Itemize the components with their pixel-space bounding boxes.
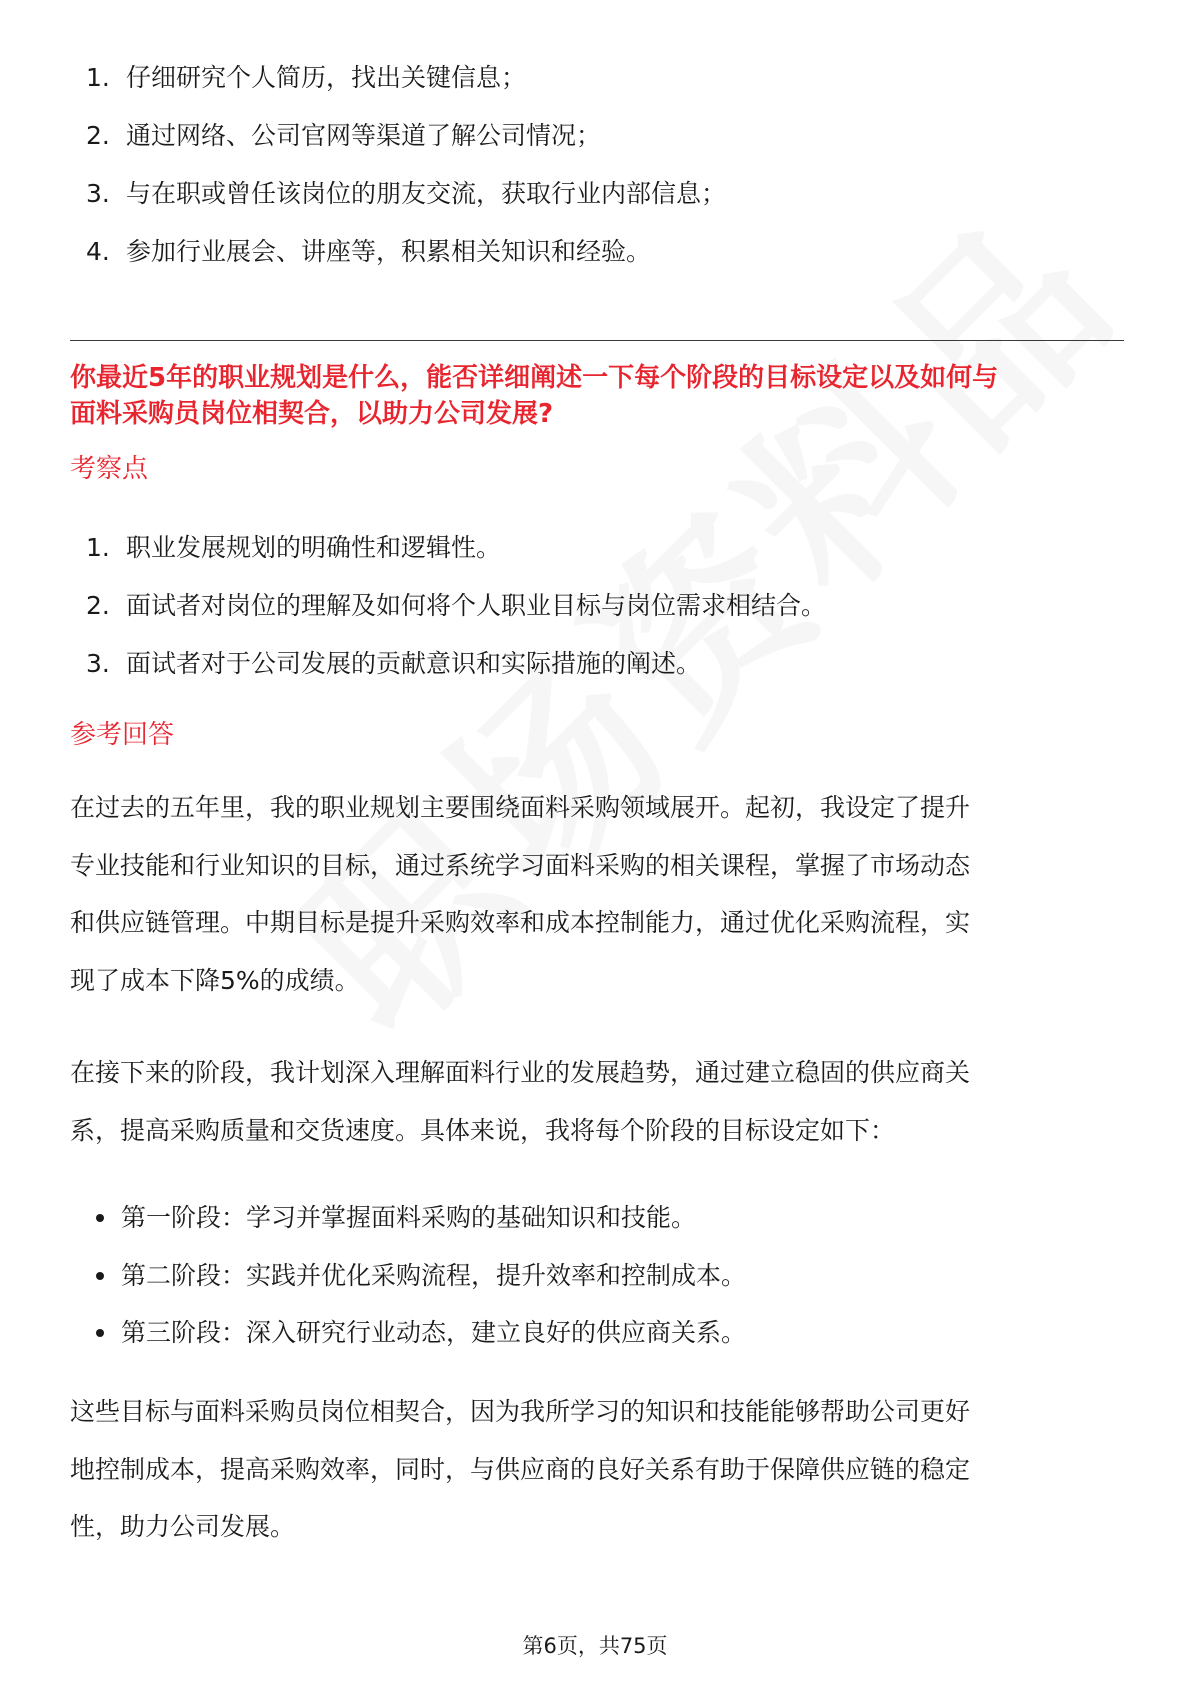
list-number: 2. — [86, 591, 110, 620]
paragraph-line: 专业技能和行业知识的目标，通过系统学习面料采购的相关课程，掌握了市场动态 — [70, 850, 971, 880]
list-number: 4. — [86, 237, 110, 266]
paragraph-line: 和供应链管理。中期目标是提升采购效率和成本控制能力，通过优化采购流程，实 — [70, 908, 971, 937]
list-text: 与在职或曾任该岗位的朋友交流，获取行业内部信息； — [126, 179, 727, 208]
paragraph-line: 这些目标与面料采购员岗位相契合，因为我所学习的知识和技能能够帮助公司更好 — [70, 1397, 971, 1426]
list-text: 面试者对岗位的理解及如何将个人职业目标与岗位需求相结合。 — [126, 591, 827, 620]
list-item — [86, 588, 826, 624]
list-item — [86, 234, 726, 270]
bullet-dot-icon — [96, 1329, 104, 1337]
list-number: 1. — [86, 533, 110, 562]
answer-paragraph-1 — [70, 790, 1130, 1020]
section-divider — [70, 340, 1124, 341]
list-text: 面试者对于公司发展的贡献意识和实际措施的阐述。 — [126, 649, 702, 678]
list-item — [86, 530, 826, 566]
bullet-text: 第一阶段：学习并掌握面料采购的基础知识和技能。 — [121, 1203, 697, 1232]
bullet-text: 第二阶段：实践并优化采购流程，提升效率和控制成本。 — [121, 1260, 747, 1290]
question-line: 你最近5年的职业规划是什么，能否详细阐述一下每个阶段的目标设定以及如何与 — [70, 363, 999, 393]
stage-bullet-list — [96, 1200, 746, 1373]
bullet-dot-icon — [96, 1214, 104, 1222]
answer-paragraph-2 — [70, 1055, 1130, 1170]
kaochadian-list — [86, 530, 826, 704]
list-number: 1. — [86, 63, 110, 92]
list-number: 3. — [86, 649, 110, 678]
list-number: 2. — [86, 121, 110, 150]
answer-heading: 参考回答 — [70, 720, 175, 750]
list-text: 参加行业展会、讲座等，积累相关知识和经验。 — [126, 237, 652, 266]
list-item — [86, 118, 726, 154]
list-text: 职业发展规划的明确性和逻辑性。 — [126, 533, 502, 562]
list-item — [86, 60, 726, 96]
paragraph-line: 现了成本下降5%的成绩。 — [70, 965, 360, 995]
list-item — [86, 646, 826, 682]
bullet-item — [96, 1315, 746, 1351]
top-numbered-list — [86, 60, 726, 292]
kaochadian-heading: 考察点 — [70, 454, 149, 484]
question-heading — [70, 360, 1130, 432]
list-text: 通过网络、公司官网等渠道了解公司情况； — [126, 121, 602, 150]
paragraph-line: 系，提高采购质量和交货速度。具体来说，我将每个阶段的目标设定如下： — [70, 1115, 896, 1145]
question-line: 面料采购员岗位相契合，以助力公司发展? — [70, 399, 554, 429]
answer-paragraph-3 — [70, 1394, 1130, 1567]
list-number: 3. — [86, 179, 110, 208]
paragraph-line: 性，助力公司发展。 — [70, 1512, 296, 1541]
page-footer: 第6页，共75页 — [522, 1634, 668, 1658]
bullet-text: 第三阶段：深入研究行业动态，建立良好的供应商关系。 — [121, 1318, 747, 1347]
list-text: 仔细研究个人简历，找出关键信息； — [126, 63, 527, 92]
bullet-item — [96, 1258, 746, 1294]
bullet-item — [96, 1200, 746, 1236]
paragraph-line: 在过去的五年里，我的职业规划主要围绕面料采购领域展开。起初，我设定了提升 — [70, 793, 971, 822]
paragraph-line: 地控制成本，提高采购效率，同时，与供应商的良好关系有助于保障供应链的稳定 — [70, 1454, 971, 1484]
bullet-dot-icon — [96, 1272, 104, 1280]
list-item — [86, 176, 726, 212]
paragraph-line: 在接下来的阶段，我计划深入理解面料行业的发展趋势，通过建立稳固的供应商关 — [70, 1058, 971, 1087]
